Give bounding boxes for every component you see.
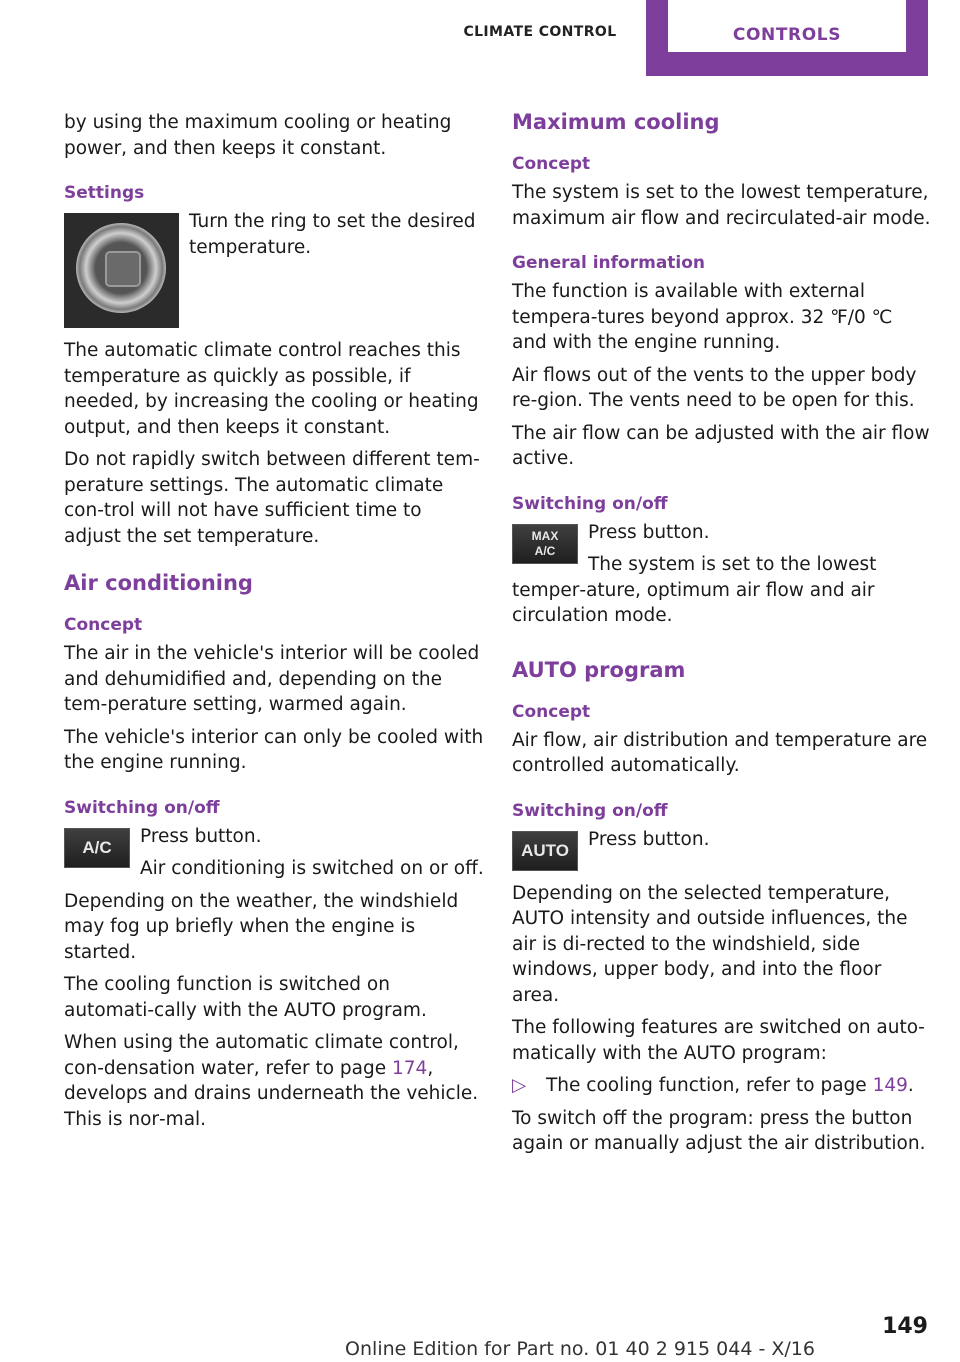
- max-press-text: Press button.: [588, 521, 710, 543]
- max-ac-button-line-1: MAX: [531, 528, 559, 543]
- auto-press-text: Press button.: [588, 828, 710, 850]
- page-link-174[interactable]: 174: [392, 1057, 428, 1079]
- ac-paragraph-2: The cooling function is switched on automati‐cally with the AUTO program.: [64, 974, 427, 1021]
- settings-paragraph-1: The automatic climate control reaches this temperature as quickly as possible, if needed, by increasing the cooling or heating output, and then keeps it constant.: [64, 340, 479, 438]
- right-column: [512, 110, 932, 1164]
- air-conditioning-heading: Air conditioning: [64, 571, 253, 595]
- settings-figure-row: [64, 209, 484, 338]
- auto-bullet-content: [546, 1073, 914, 1099]
- auto-switch-heading: Switching on/off: [512, 800, 668, 821]
- auto-concept-heading: Concept: [512, 701, 591, 722]
- ac-press-text: Press button.: [140, 825, 262, 847]
- ac-switch-heading: Switching on/off: [64, 797, 220, 818]
- auto-button-row: [512, 827, 932, 881]
- ac-concept-paragraph-1: The air in the vehicle's interior will be cooled and dehumidified and, depending on the tem‐perature setting, warmed again.: [64, 643, 480, 715]
- edition-footer: Online Edition for Part no. 01 40 2 915 044 - X/16: [345, 1338, 815, 1360]
- ac-paragraph-3-end: , develops and drains underneath the vehicle. This is nor‐mal.: [64, 1057, 479, 1130]
- auto-bullet-end: .: [907, 1075, 914, 1096]
- auto-program-heading: AUTO program: [512, 657, 686, 682]
- general-info-paragraph-1: The function is available with external tempera‐tures beyond approx. 32 ℉/0 ℃ and with the engine running.: [512, 281, 893, 353]
- settings-paragraph-2: Do not rapidly switch between different tem‐perature settings. The automatic climate con‐trol will not have sufficient time to adjust the set temperature.: [64, 449, 480, 547]
- intro-paragraph: by using the maximum cooling or heating power, and then keeps it constant.: [64, 112, 452, 159]
- temperature-ring-image: [64, 213, 179, 328]
- ac-button-image: A/C: [64, 828, 130, 868]
- page-number: 149: [882, 1314, 928, 1339]
- max-ac-button-line-2: A/C: [534, 543, 556, 558]
- auto-paragraph-1: Depending on the selected temperature, AUTO intensity and outside influences, the air is di‐rected to the windshield, side windows, upper body, and into the floor area.: [512, 882, 908, 1006]
- auto-bullet-text: The cooling function, refer to page: [546, 1075, 873, 1096]
- ring-center-button-icon: [105, 251, 141, 287]
- max-switch-heading: Switching on/off: [512, 493, 668, 514]
- ac-paragraph-3-start: When using the automatic climate control, con‐densation water, refer to page: [64, 1032, 459, 1079]
- triangle-bullet-icon: ▷: [512, 1075, 527, 1096]
- auto-bullet-item: [512, 1073, 932, 1099]
- max-switch-result: The system is set to the lowest temper‐ature, optimum air flow and air circulation mode.: [512, 554, 877, 626]
- auto-paragraph-3: To switch off the program: press the button again or manually adjust the air distribution.: [512, 1107, 926, 1154]
- ac-button-row: [64, 824, 484, 889]
- general-info-heading: General information: [512, 253, 706, 273]
- ac-switch-result: Air conditioning is switched on or off.: [140, 858, 484, 879]
- page-link-149[interactable]: 149: [872, 1075, 908, 1096]
- auto-concept-paragraph: Air flow, air distribution and temperature are controlled automatically.: [512, 729, 928, 776]
- general-info-paragraph-2: Air flows out of the vents to the upper body re‐gion. The vents need to be open for this.: [512, 364, 917, 411]
- left-column: [64, 110, 484, 1139]
- header-tab: [646, 0, 928, 76]
- max-concept-heading: Concept: [512, 154, 591, 174]
- header-tab-label: CONTROLS: [668, 0, 906, 52]
- max-button-row: [512, 520, 932, 636]
- ac-concept-paragraph-2: The vehicle's interior can only be cooled with the engine running.: [64, 726, 484, 773]
- auto-button-image: AUTO: [512, 831, 578, 871]
- ac-paragraph-3: [64, 1030, 484, 1132]
- max-concept-paragraph: The system is set to the lowest temperature, maximum air flow and recirculated-air mode.: [512, 182, 931, 229]
- ac-concept-heading: Concept: [64, 615, 143, 635]
- auto-paragraph-2: The following features are switched on auto‐matically with the AUTO program:: [512, 1017, 925, 1064]
- max-ac-button-image: [512, 524, 578, 564]
- settings-heading: Settings: [64, 183, 145, 203]
- ac-paragraph-1: Depending on the weather, the windshield may fog up briefly when the engine is started.: [64, 890, 459, 963]
- settings-figure-text: Turn the ring to set the desired temperature.: [189, 211, 476, 258]
- max-cooling-heading: Maximum cooling: [512, 110, 720, 134]
- header-section-title: CLIMATE CONTROL: [463, 24, 617, 40]
- general-info-paragraph-3: The air flow can be adjusted with the air flow active.: [512, 422, 930, 469]
